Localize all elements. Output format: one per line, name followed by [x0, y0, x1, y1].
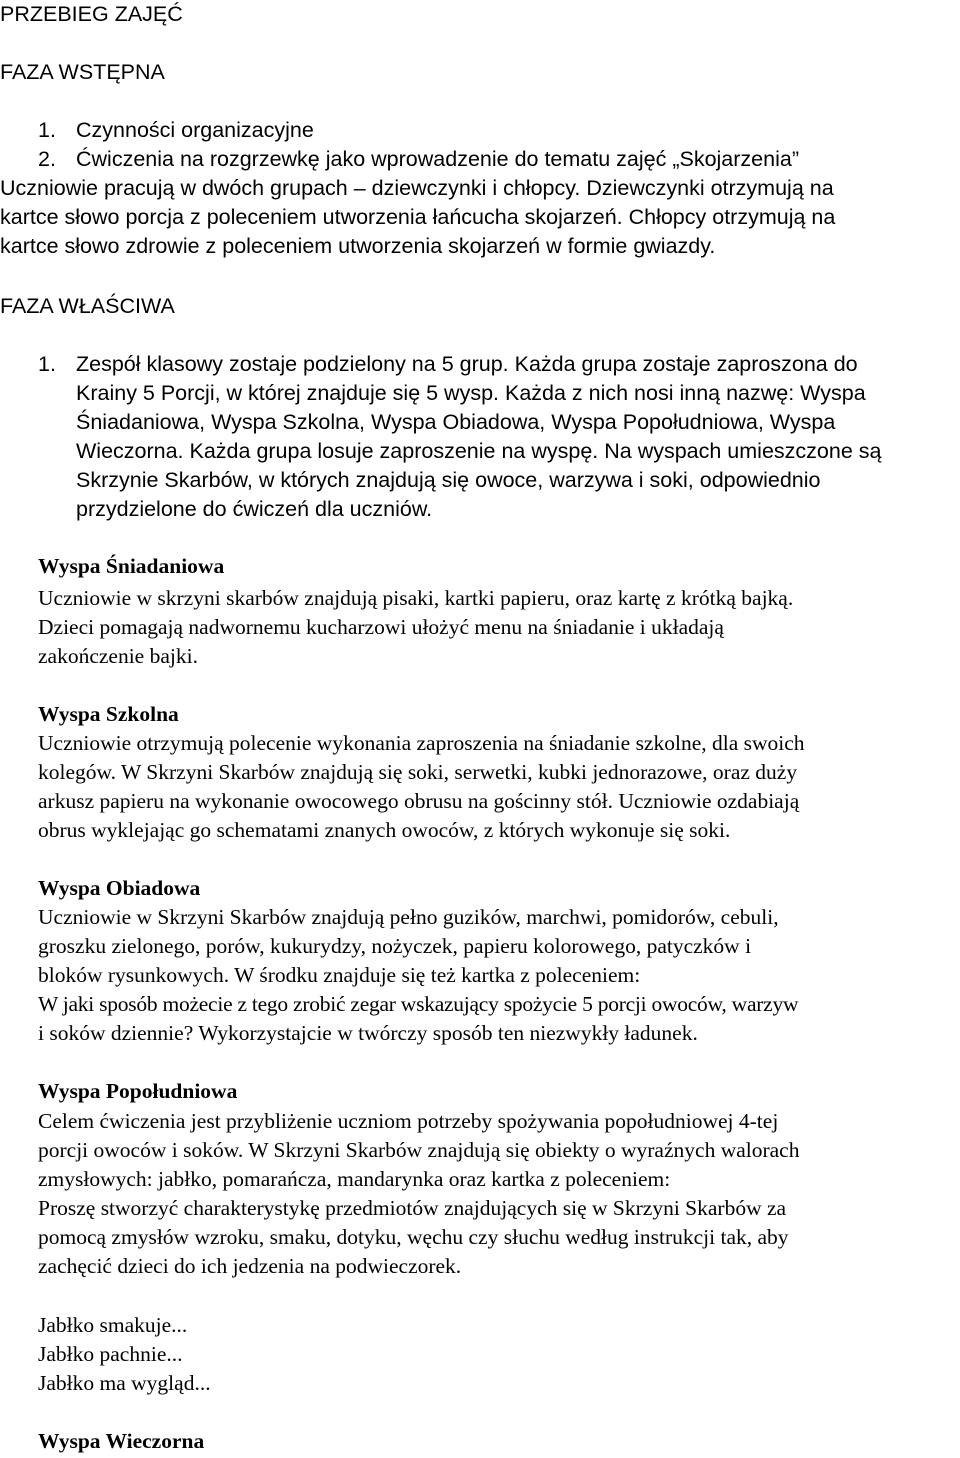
- list-item-text: Czynności organizacyjne: [76, 118, 314, 142]
- paragraph-line: Uczniowie w Skrzyni Skarbów znajdują pełno guzików, marchwi, pomidorów, cebuli,: [38, 905, 779, 929]
- paragraph-line: Proszę stworzyć charakterystykę przedmiotów znajdujących się w Skrzyni Skarbów za: [38, 1196, 787, 1220]
- intro-list-item-1: [38, 116, 314, 145]
- paragraph-line: obrus wyklejając go schematami znanych owoców, z których wykonuje się soki.: [38, 818, 731, 842]
- paragraph-line: kolegów. W Skrzyni Skarbów znajdują się soki, serwetki, kubki jednorazowe, oraz duży: [38, 760, 798, 784]
- paragraph-line: Krainy 5 Porcji, w której znajduje się 5 wysp. Każda z nich nosi inną nazwę: Wyspa: [76, 381, 866, 405]
- paragraph-line: kartce słowo porcja z poleceniem utworzenia łańcucha skojarzeń. Chłopcy otrzymują na: [0, 205, 836, 229]
- paragraph-line: Uczniowie w skrzyni skarbów znajdują pisaki, kartki papieru, oraz kartę z krótką bajką.: [38, 586, 794, 610]
- prompt-line: Jabłko smakuje...: [38, 1313, 188, 1337]
- paragraph-line: groszku zielonego, porów, kukurydzy, nożyczek, papieru kolorowego, patyczków i: [38, 934, 752, 958]
- paragraph-line: Skrzynie Skarbów, w których znajdują się owoce, warzywa i soki, odpowiednio: [76, 468, 821, 492]
- list-number: 1.: [38, 118, 56, 142]
- paragraph-line: kartce słowo zdrowie z poleceniem utworzenia skojarzeń w formie gwiazdy.: [0, 234, 716, 258]
- list-item-text: Ćwiczenia na rozgrzewkę jako wprowadzenie do tematu zajęć „Skojarzenia”: [76, 147, 799, 171]
- island-lunch-title: Wyspa Obiadowa: [38, 876, 201, 900]
- paragraph-line: Śniadaniowa, Wyspa Szkolna, Wyspa Obiadowa, Wyspa Popołudniowa, Wyspa: [76, 410, 836, 434]
- island-afternoon-title: Wyspa Popołudniowa: [38, 1079, 238, 1103]
- phase-intro-heading: FAZA WSTĘPNA: [0, 60, 165, 84]
- island-afternoon-text: [38, 1107, 799, 1281]
- island-school-text: [38, 729, 805, 845]
- paragraph-line: zachęcić dzieci do ich jedzenia na podwieczorek.: [38, 1254, 462, 1278]
- paragraph-line: Wieczorna. Każda grupa losuje zaproszenie na wyspę. Na wyspach umieszczone są: [76, 439, 882, 463]
- paragraph-line: pomocą zmysłów wzroku, smaku, dotyku, węchu czy słuchu według instrukcji tak, aby: [38, 1225, 789, 1249]
- paragraph-line: Uczniowie pracują w dwóch grupach – dziewczynki i chłopcy. Dziewczynki otrzymują na: [0, 176, 834, 200]
- paragraph-line: Zespół klasowy zostaje podzielony na 5 grup. Każda grupa zostaje zaproszona do: [76, 352, 858, 376]
- paragraph-line: bloków rysunkowych. W środku znajduje się też kartka z poleceniem:: [38, 963, 641, 987]
- paragraph-line: Celem ćwiczenia jest przybliżenie uczniom potrzeby spożywania popołudniowej 4-tej: [38, 1109, 779, 1133]
- island-breakfast-title: Wyspa Śniadaniowa: [38, 554, 225, 578]
- intro-paragraph: [0, 174, 835, 261]
- list-number: 2.: [38, 147, 56, 171]
- island-afternoon-prompts: [38, 1311, 211, 1398]
- paragraph-line: Uczniowie otrzymują polecenie wykonania zaproszenia na śniadanie szkolne, dla swoich: [38, 731, 805, 755]
- paragraph-line: W jaki sposób możecie z tego zrobić zegar wskazujący spożycie 5 porcji owoców, warzyw: [38, 992, 799, 1016]
- paragraph-line: arkusz papieru na wykonanie owocowego obrusu na gościnny stół. Uczniowie ozdabiają: [38, 789, 800, 813]
- intro-list-item-2: [38, 145, 799, 174]
- prompt-line: Jabłko pachnie...: [38, 1342, 183, 1366]
- main-list-number: 1.: [38, 352, 56, 376]
- phase-main-heading: FAZA WŁAŚCIWA: [0, 294, 175, 318]
- paragraph-line: porcji owoców i soków. W Skrzyni Skarbów znajdują się obiekty o wyraźnych walorach: [38, 1138, 800, 1162]
- paragraph-line: zakończenie bajki.: [38, 644, 198, 668]
- island-evening-title: Wyspa Wieczorna: [38, 1429, 205, 1453]
- island-school-title: Wyspa Szkolna: [38, 702, 179, 726]
- main-list-item-text: [76, 350, 881, 524]
- island-lunch-text: [38, 903, 798, 1048]
- paragraph-line: i soków dziennie? Wykorzystajcie w twórczy sposób ten niezwykły ładunek.: [38, 1021, 698, 1045]
- paragraph-line: przydzielone do ćwiczeń dla uczniów.: [76, 497, 433, 521]
- paragraph-line: Dzieci pomagają nadwornemu kucharzowi ułożyć menu na śniadanie i układają: [38, 615, 724, 639]
- paragraph-line: zmysłowych: jabłko, pomarańcza, mandarynka oraz kartka z poleceniem:: [38, 1167, 671, 1191]
- page-title: PRZEBIEG ZAJĘĆ: [0, 2, 183, 26]
- prompt-line: Jabłko ma wygląd...: [38, 1371, 211, 1395]
- island-breakfast-text: [38, 584, 793, 671]
